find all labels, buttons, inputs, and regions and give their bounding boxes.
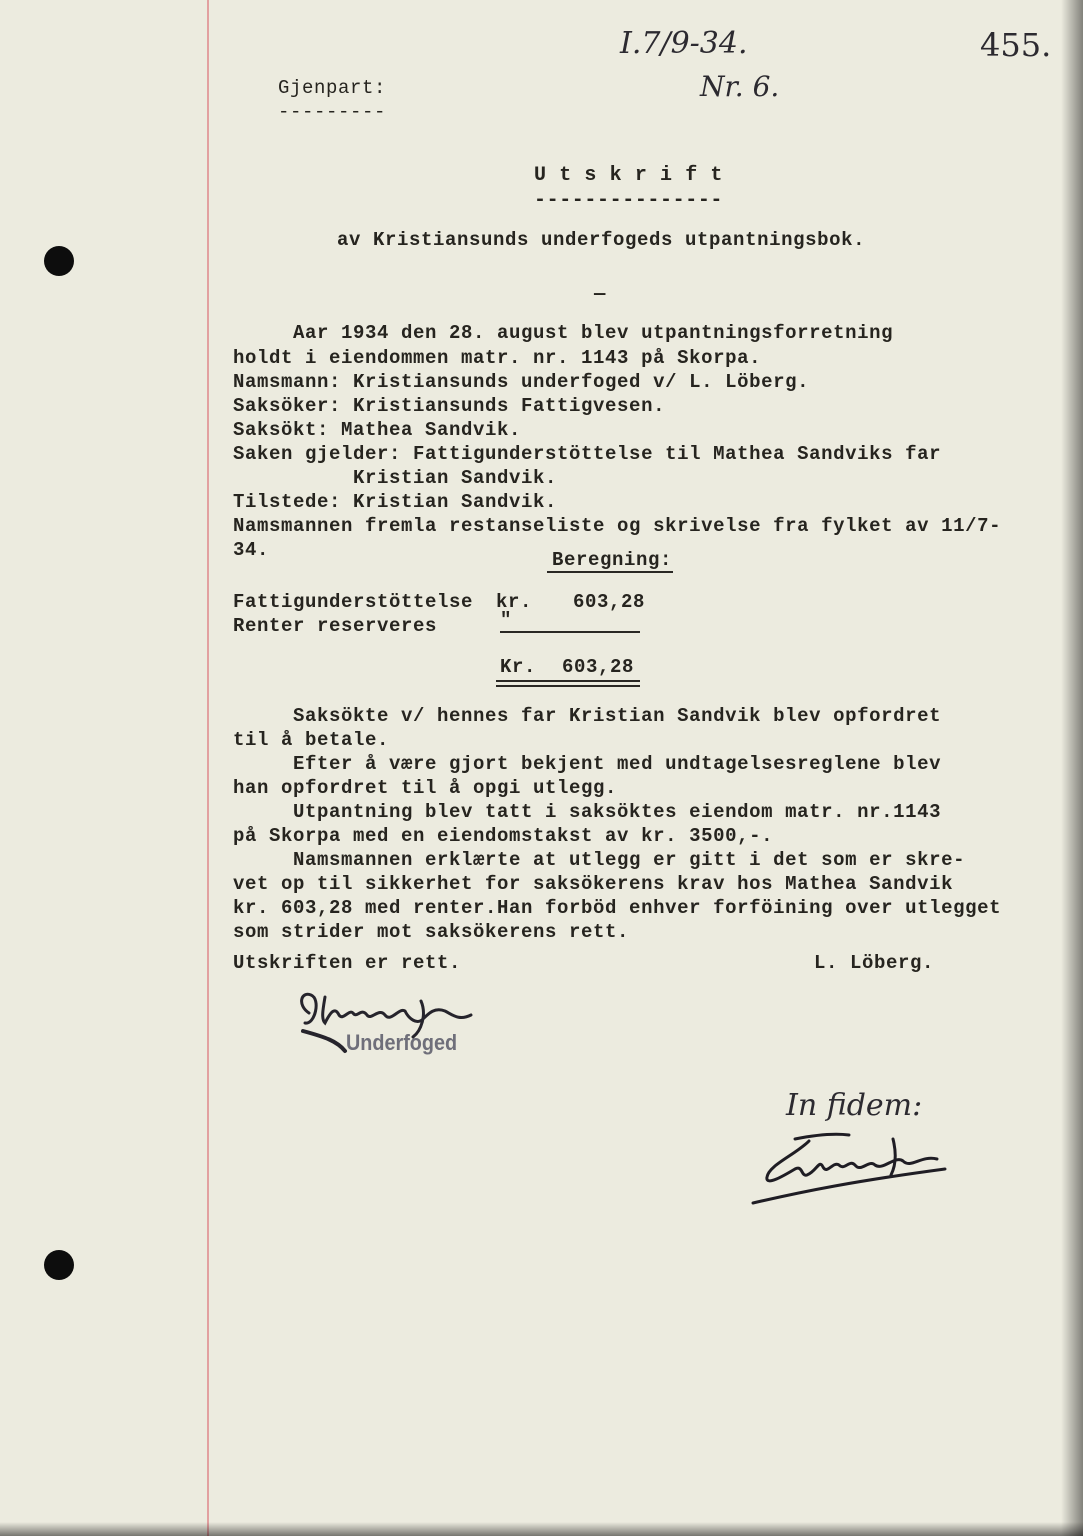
body-line: Saksökte v/ hennes far Kristian Sandvik blev opfordret — [233, 705, 942, 727]
punch-hole-bottom — [44, 1250, 74, 1280]
calculation-heading-underline — [547, 571, 673, 573]
margin-line — [207, 0, 209, 1536]
calc-row-currency: kr. — [496, 591, 533, 613]
punch-hole-top — [44, 246, 74, 276]
title-underline: --------------- — [534, 189, 724, 212]
body-line: Saksöker: Kristiansunds Fattigvesen. — [233, 395, 666, 417]
copy-label: Gjenpart: — [278, 77, 387, 99]
copy-underline: --------- — [278, 101, 387, 123]
separator-dash: — — [594, 283, 607, 305]
number-annotation: Nr. 6. — [700, 70, 780, 103]
body-line: Namsmannen erklærte at utlegg er gitt i det som er skre- — [233, 849, 966, 871]
body-line: som strider mot saksökerens rett. — [233, 921, 630, 943]
calc-row-amount: " — [500, 609, 513, 631]
calc-row-label: Fattigunderstöttelse — [233, 591, 474, 613]
body-line: Saken gjelder: Fattigunderstöttelse til Mathea Sandviks far — [233, 443, 942, 465]
body-line: kr. 603,28 med renter.Han forböd enhver forföining over utlegget — [233, 897, 1002, 919]
body-line: Namsmann: Kristiansunds underfoged v/ L. Löberg. — [233, 371, 810, 393]
body-line: Tilstede: Kristian Sandvik. — [233, 491, 558, 513]
document-title: U t s k r i f t — [534, 164, 724, 187]
body-line: Efter å være gjort bekjent med undtagelsesreglene blev — [233, 753, 942, 775]
body-line: på Skorpa med en eiendomstakst av kr. 3500,-. — [233, 825, 774, 847]
page-bottom-shadow — [0, 1522, 1083, 1536]
signer-name: L. Löberg. — [814, 952, 935, 974]
total-underline-1 — [496, 680, 640, 682]
body-line: Aar 1934 den 28. august blev utpantningsforretning — [233, 322, 894, 344]
page-number: 455. — [980, 26, 1052, 64]
certification-text: Utskriften er rett. — [233, 952, 462, 974]
total-underline-2 — [496, 685, 640, 687]
body-line: han opfordret til å opgi utlegg. — [233, 777, 618, 799]
body-line: til å betale. — [233, 729, 390, 751]
sum-line — [500, 631, 640, 633]
body-line: 34. — [233, 539, 270, 561]
body-line: Utpantning blev tatt i saksöktes eiendom matr. nr.1143 — [233, 801, 942, 823]
document-subtitle: av Kristiansunds underfogeds utpantningsbok. — [337, 229, 866, 251]
signature-in-fidem — [745, 1125, 965, 1215]
date-annotation: I.7/9-34. — [620, 26, 748, 61]
calc-row-amount: 603,28 — [573, 591, 646, 613]
body-line: holdt i eiendommen matr. nr. 1143 på Skorpa. — [233, 347, 762, 369]
body-line: vet op til sikkerhet for saksökerens krav hos Mathea Sandvik — [233, 873, 954, 895]
page-edge-shadow — [1061, 0, 1083, 1536]
body-line: Namsmannen fremla restanseliste og skrivelse fra fylket av 11/7- — [233, 515, 1002, 537]
total-amount: 603,28 — [562, 656, 635, 678]
body-line: Saksökt: Mathea Sandvik. — [233, 419, 522, 441]
calc-row-label: Renter reserveres — [233, 615, 438, 637]
total-currency: Kr. — [500, 656, 537, 678]
underfoged-stamp: Underfoged — [346, 1030, 458, 1055]
body-line: Kristian Sandvik. — [233, 467, 558, 489]
in-fidem-note: In fidem: — [786, 1088, 923, 1123]
calculation-heading: Beregning: — [552, 549, 673, 571]
